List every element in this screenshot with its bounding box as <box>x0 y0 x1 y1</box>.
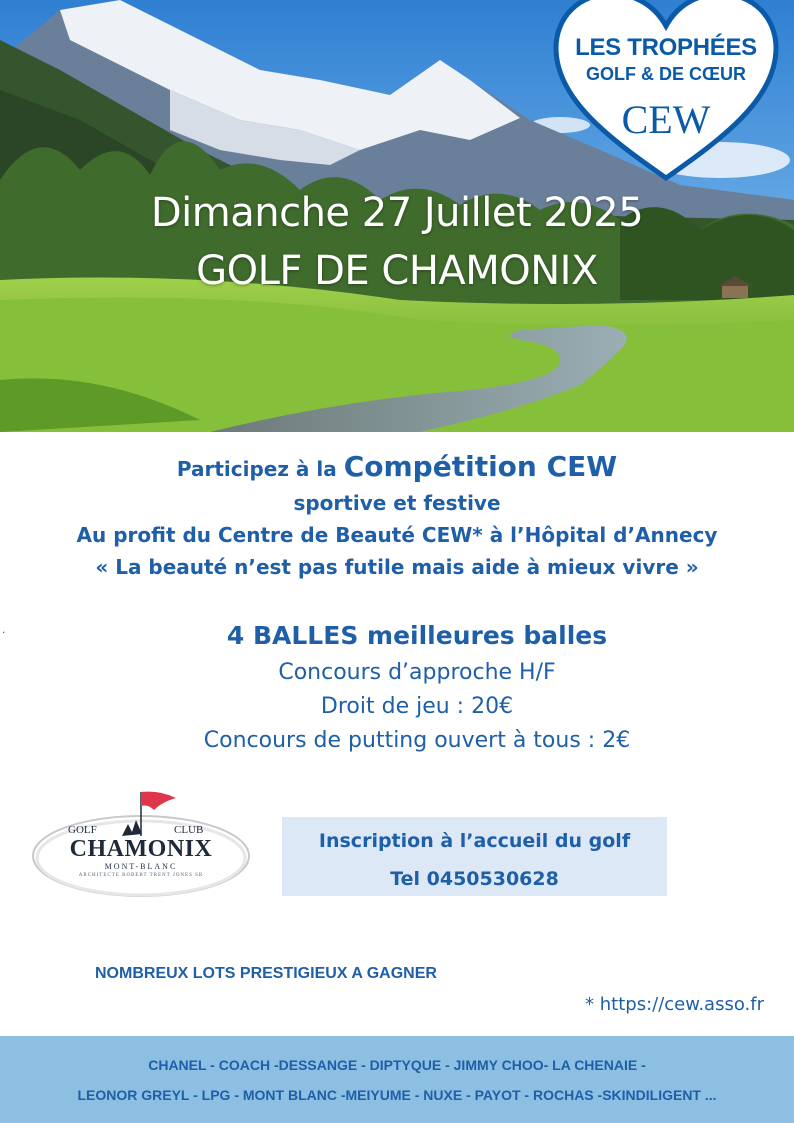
format-title: 4 BALLES meilleures balles <box>226 621 608 650</box>
intro-headline <box>0 448 794 488</box>
registration-info: Inscription à l’accueil du golf <box>318 830 631 852</box>
registration-phone: Tel 0450530628 <box>390 868 559 890</box>
event-venue: GOLF DE CHAMONIX <box>196 248 598 294</box>
logo-name-text: CHAMONIX <box>69 836 213 862</box>
intro-sportive: sportive et festive <box>293 491 501 515</box>
sponsors-line-1: CHANEL - COACH -DESSANGE - DIPTYQUE - JIMMY CHOO- LA CHENAIE - <box>148 1057 646 1073</box>
logo-club-text: CLUB <box>174 824 204 836</box>
stray-dot: . <box>2 622 6 636</box>
sponsors-line-2: LEONOR GREYL - LPG - MONT BLANC -MEIYUME - NUXE - PAYOT - ROCHAS -SKINDILIGENT ... <box>77 1087 717 1103</box>
logo-subtitle: MONT-BLANC <box>104 862 178 871</box>
competition-format <box>20 616 794 758</box>
badge-subtitle: GOLF & DE CŒUR <box>586 64 746 84</box>
logo-architect: ARCHITECTE ROBERT TRENT JONES SR <box>78 873 204 878</box>
heart-icon <box>552 0 780 182</box>
logo-golf-text: GOLF <box>68 824 97 836</box>
event-date: Dimanche 27 Juillet 2025 <box>150 190 644 236</box>
intro-competition: Compétition CEW <box>343 450 618 483</box>
hero-photo <box>0 0 794 432</box>
website-link[interactable]: * https://cew.asso.fr <box>585 994 764 1015</box>
registration-box <box>282 817 667 896</box>
format-approche: Concours d’approche H/F <box>278 660 556 685</box>
intro-participez: Participez à la <box>176 457 337 481</box>
format-droit: Droit de jeu : 20€ <box>320 694 514 719</box>
cew-logo-text: CEW <box>621 97 711 142</box>
intro-profit: Au profit du Centre de Beauté CEW* à l’Hôpital d’Annecy <box>76 523 718 547</box>
format-putting: Concours de putting ouvert à tous : 2€ <box>203 728 631 753</box>
golf-club-chamonix-logo <box>30 786 252 898</box>
intro-quote: « La beauté n’est pas futile mais aide à mieux vivre » <box>95 555 699 579</box>
competition-intro <box>0 448 794 582</box>
trophies-heart-badge <box>552 0 780 182</box>
badge-title: LES TROPHÉES <box>575 34 757 61</box>
sponsors-band <box>0 1036 794 1123</box>
prizes-text: NOMBREUX LOTS PRESTIGIEUX A GAGNER <box>95 965 437 982</box>
